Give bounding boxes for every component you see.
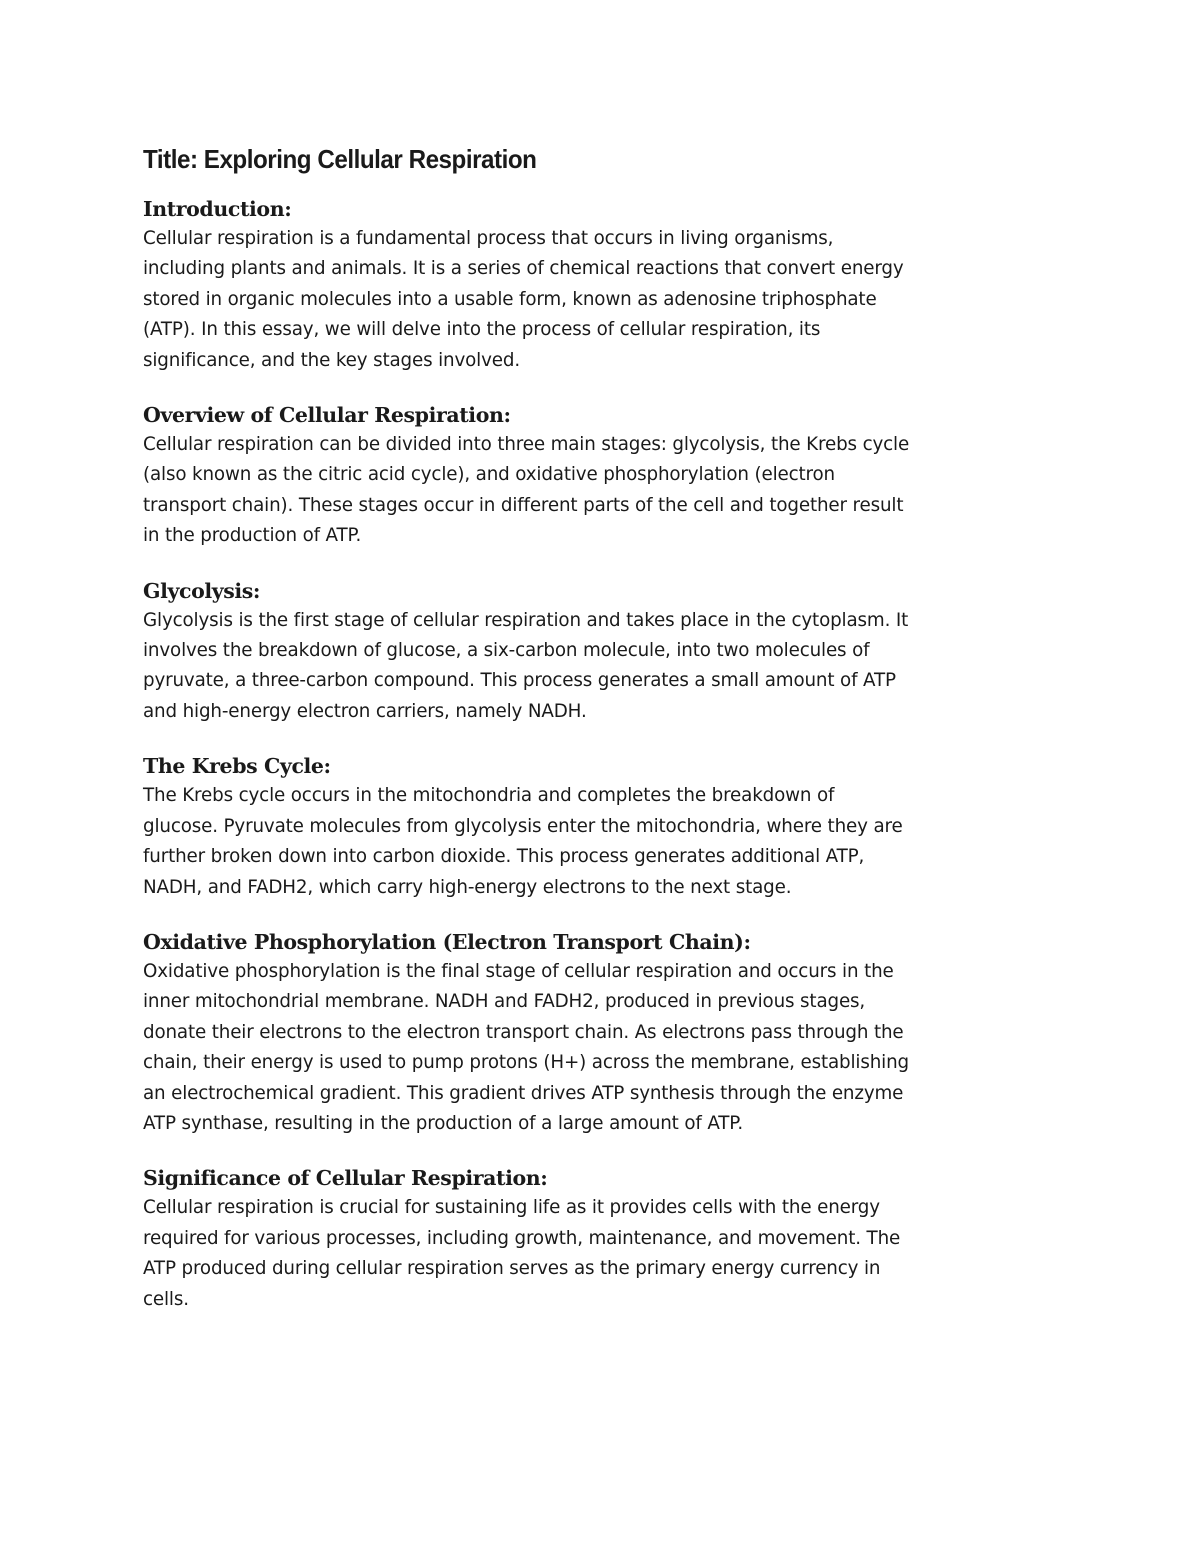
paragraph-line: chain, their energy is used to pump protons (H+) across the membrane, establishing (143, 1052, 909, 1074)
section-heading: Oxidative Phosphorylation (Electron Transport Chain): (143, 929, 751, 954)
section-krebs-cycle (143, 751, 1063, 903)
section-heading: Introduction: (143, 197, 292, 221)
document-content (143, 140, 1063, 1339)
section-paragraph (143, 430, 1063, 552)
paragraph-line: Glycolysis is the first stage of cellular respiration and takes place in the cytoplasm. It (143, 609, 909, 631)
section-oxidative-phosphorylation (143, 927, 1063, 1139)
document-title: Title: Exploring Cellular Respiration (143, 144, 537, 174)
paragraph-line: Cellular respiration is a fundamental process that occurs in living organisms, (143, 228, 834, 249)
paragraph-line: an electrochemical gradient. This gradient drives ATP synthesis through the enzyme (143, 1082, 904, 1104)
paragraph-line: involves the breakdown of glucose, a six-carbon molecule, into two molecules of (143, 640, 870, 662)
section-heading: Significance of Cellular Respiration: (143, 1166, 548, 1191)
paragraph-line: including plants and animals. It is a series of chemical reactions that convert energy (143, 258, 904, 280)
section-heading: The Krebs Cycle: (143, 754, 331, 779)
paragraph-line: NADH, and FADH2, which carry high-energy electrons to the next stage. (143, 876, 792, 898)
paragraph-line: glucose. Pyruvate molecules from glycolysis enter the mitochondria, where they are (143, 815, 903, 837)
section-paragraph (143, 606, 1063, 728)
paragraph-line: Oxidative phosphorylation is the final stage of cellular respiration and occurs in the (143, 960, 894, 982)
paragraph-line: in the production of ATP. (143, 525, 362, 547)
paragraph-line: ATP produced during cellular respiration serves as the primary energy currency in (143, 1258, 881, 1280)
paragraph-line: ATP synthase, resulting in the production of a large amount of ATP. (143, 1112, 743, 1134)
section-paragraph (143, 781, 1063, 903)
section-paragraph (143, 957, 1063, 1139)
paragraph-line: significance, and the key stages involved. (143, 349, 520, 371)
paragraph-line: stored in organic molecules into a usable form, known as adenosine triphosphate (143, 288, 877, 310)
paragraph-line: The Krebs cycle occurs in the mitochondria and completes the breakdown of (143, 785, 835, 807)
section-paragraph (143, 224, 1063, 376)
section-overview (143, 400, 1063, 552)
paragraph-line: (ATP). In this essay, we will delve into the process of cellular respiration, its (143, 319, 821, 341)
paragraph-line: further broken down into carbon dioxide. This process generates additional ATP, (143, 846, 865, 868)
paragraph-line: cells. (143, 1288, 189, 1310)
paragraph-line: inner mitochondrial membrane. NADH and FADH2, produced in previous stages, (143, 991, 866, 1013)
section-glycolysis (143, 576, 1063, 728)
paragraph-line: Cellular respiration can be divided into three main stages: glycolysis, the Krebs cycle (143, 434, 910, 456)
paragraph-line: (also known as the citric acid cycle), and oxidative phosphorylation (electron (143, 464, 835, 486)
section-heading: Glycolysis: (143, 578, 261, 603)
paragraph-line: transport chain). These stages occur in different parts of the cell and together result (143, 494, 904, 516)
section-significance (143, 1163, 1063, 1315)
paragraph-line: Cellular respiration is crucial for sustaining life as it provides cells with the energy (143, 1197, 880, 1219)
paragraph-line: and high-energy electron carriers, namely NADH. (143, 700, 587, 722)
section-paragraph (143, 1193, 1063, 1315)
paragraph-line: required for various processes, including growth, maintenance, and movement. The (143, 1227, 901, 1249)
paragraph-line: pyruvate, a three-carbon compound. This process generates a small amount of ATP (143, 670, 896, 692)
section-introduction (143, 194, 1063, 376)
paragraph-line: donate their electrons to the electron transport chain. As electrons pass through the (143, 1021, 904, 1043)
section-heading: Overview of Cellular Respiration: (143, 403, 511, 428)
